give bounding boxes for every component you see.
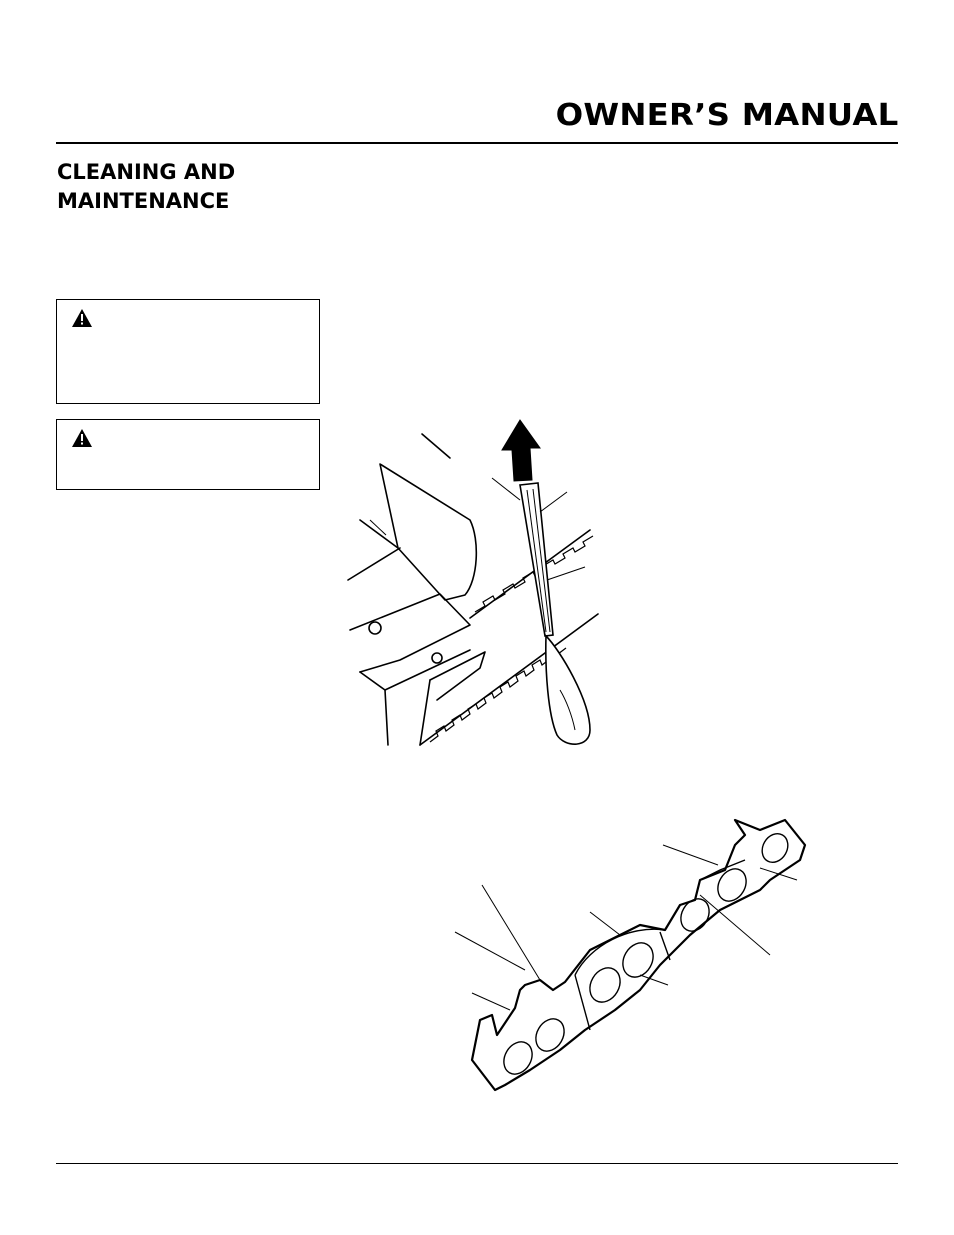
page-header-title: OWNER’S MANUAL [555, 98, 898, 133]
footer-rule [56, 1163, 898, 1164]
section-heading-line-2: MAINTENANCE [57, 189, 230, 213]
section-heading-line-1: CLEANING AND [57, 160, 236, 184]
